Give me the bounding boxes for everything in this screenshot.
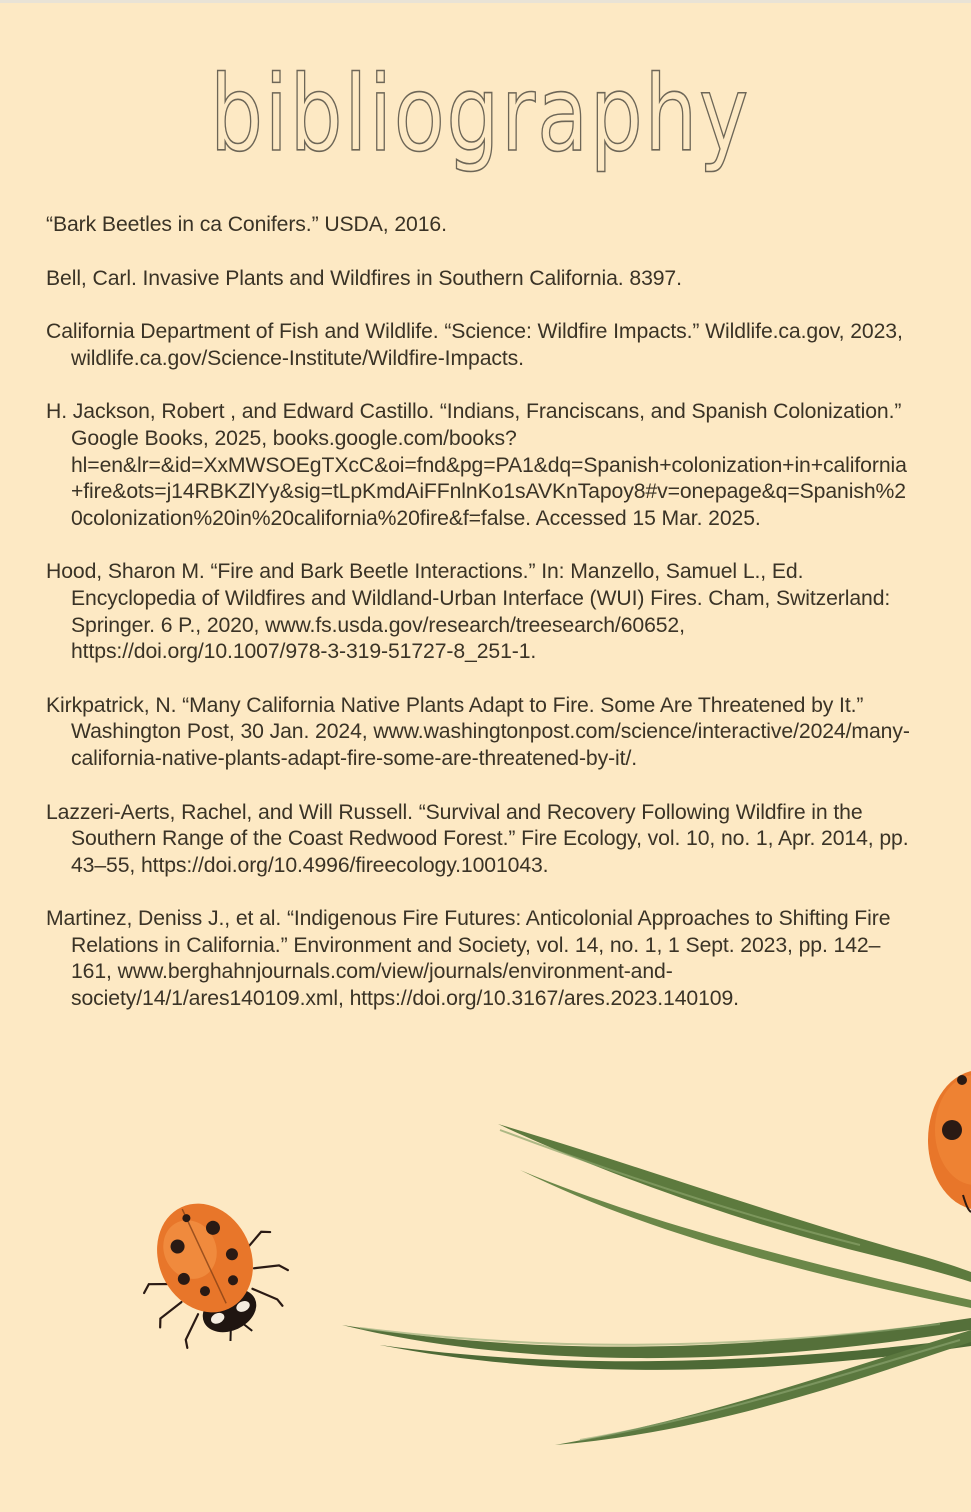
- ladybug-icon: [118, 1178, 305, 1366]
- citation-entry: Martinez, Deniss J., et al. “Indigenous Fire Futures: Anticolonial Approaches to Shifting Fire Relations in California.” Environment and Society, vol. 14, no. 1, 1 Sept. 2023, pp. 142–161, www.berghahnjournals.com/view/journals/environment-and-society/14/1/ares140109.xml, https://doi.org/10.3167/ares.2023.140109.: [46, 907, 891, 1011]
- citation-entry: California Department of Fish and Wildlife. “Science: Wildfire Impacts.” Wildlife.ca.gov, 2023, wildlife.ca.gov/Science-Institute/Wildfire-Impacts.: [46, 320, 903, 370]
- citation-entry: H. Jackson, Robert , and Edward Castillo. “Indians, Franciscans, and Spanish Colonization.” Google Books, 2025, books.google.com/books?hl=en&lr=&id=XxMWSOEgTXcC&oi=fnd&pg=PA1&dq=Spanish+colonization+in+california+fire&ots=j14RBKZlYy&sig=tLpKmdAiFFnlnKo1sAVKnTapoy8#v=onepage&q=Spanish%20colonization%20in%20california%20fire&f=false. Accessed 15 Mar. 2025.: [46, 400, 907, 530]
- citation-entry: Lazzeri-Aerts, Rachel, and Will Russell. “Survival and Recovery Following Wildfire in the Southern Range of the Coast Redwood Forest.” Fire Ecology, vol. 10, no. 1, Apr. 2014, pp. 43–55, https://doi.org/10.4996/fireecology.1001043.: [46, 800, 909, 877]
- page-title: [200, 45, 760, 205]
- grass-blades-icon: [342, 1124, 971, 1445]
- citation-entry: Hood, Sharon M. “Fire and Bark Beetle Interactions.” In: Manzello, Samuel L., Ed. Encyclopedia of Wildfires and Wildland-Urban Interface (WUI) Fires. Cham, Switzerland: Springer. 6 P., 2020, www.fs.usda.gov/research/treesearch/60652, https://doi.org/10.1007/978-3-319-51727-8_251-1.: [46, 560, 891, 664]
- page-top-edge: [0, 0, 971, 3]
- ladybug-partial-icon: [928, 1070, 971, 1212]
- citation-entry: Kirkpatrick, N. “Many California Native Plants Adapt to Fire. Some Are Threatened by It.” Washington Post, 30 Jan. 2024, www.washingtonpost.com/science/interactive/2024/many-california-native-plants-adapt-fire-some-are-threatened-by-it/.: [46, 693, 910, 770]
- page-title-text: bibliography: [210, 53, 750, 175]
- citation-entry: “Bark Beetles in ca Conifers.” USDA, 2016.: [46, 213, 447, 236]
- citation-entry: Bell, Carl. Invasive Plants and Wildfires in Southern California. 8397.: [46, 266, 682, 290]
- bibliography-list: [46, 212, 916, 1040]
